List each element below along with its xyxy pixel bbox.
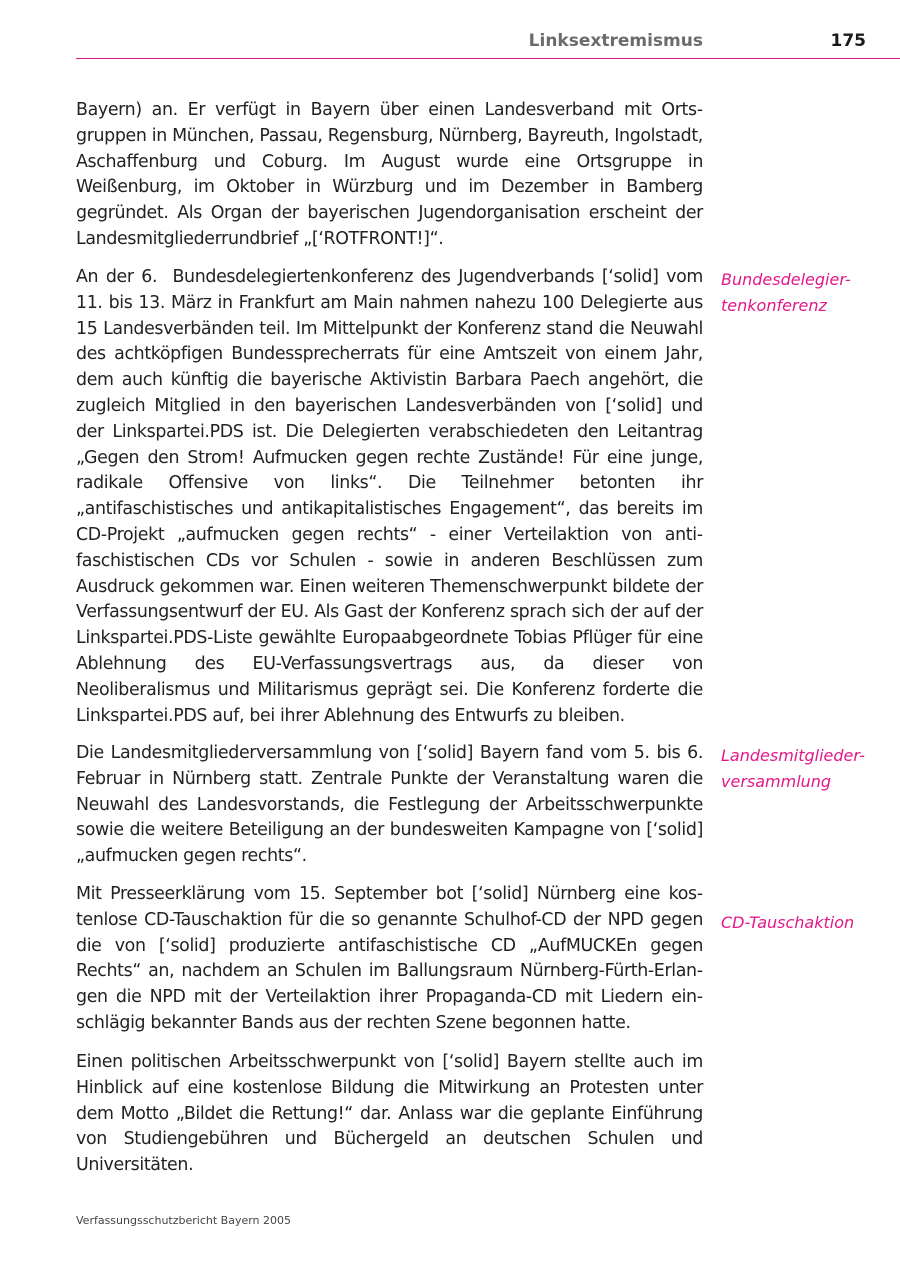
page-number: 175 — [830, 31, 866, 51]
margin-note-bundesdelegiertenkonferenz: Bundesdelegier- tenkonferenz — [721, 270, 851, 315]
body-paragraph-5: Einen politischen Arbeitsschwerpunkt von [‘solid] Bayern stellte auch im Hinblick auf eine kostenlose Bildung die Mitwirkung an Protesten unter dem Motto „Bildet die Rettung!“ dar. Anlass war die geplante Einführung von Studiengebühren und Büchergeld an deutschen Schulen und Universitäten. — [76, 1052, 703, 1176]
running-header-title: Linksextremismus — [528, 31, 703, 51]
page-footer: Verfassungsschutzbericht Bayern 2005 — [76, 1214, 292, 1227]
header-divider — [76, 58, 900, 59]
body-paragraph-1: Bayern) an. Er verfügt in Bayern über einen Landesverband mit Ortsgruppen in München, Passau, Regensburg, Nürnberg, Bayreuth, Ingolstadt, Aschaffenburg und Coburg. Im August wurde eine Ortsgruppe in Weißenburg, im Oktober in Würzburg und im Dezember in Bamberg gegründet. Als Organ der bayerischen Jugendorganisation erscheint der Landesmitgliederrundbrief „[‘ROTFRONT!]“. — [76, 100, 703, 249]
body-paragraph-2: An der 6. Bundesdelegiertenkonferenz des Jugendverbands [‘solid] vom 11. bis 13. März in Frankfurt am Main nahmen nahezu 100 Delegierte aus 15 Landesverbänden teil. Im Mittelpunkt der Konferenz stand die Neuwahl des achtköpfigen Bundessprecherrats für eine Amtszeit von einem Jahr, dem auch künftig die bayerische Aktivistin Barbara Paech angehört, die zugleich Mitglied in den bayerischen Landesverbänden von [‘solid] und der Linkspartei.PDS ist. Die Delegierten verabschiedeten den Leitantrag „Gegen den Strom! Aufmucken gegen rechte Zustände! Für eine junge, radikale Offensive von links“. Die Teilnehmer betonten ihr „antifaschistisches und antikapitalistisches Engagement“, das bereits im CD-Projekt „aufmucken gegen rechts“ - einer Verteilaktion von antifaschistischen CDs vor Schulen - sowie in anderen Beschlüssen zum Ausdruck gekommen war. Einen weiteren Themenschwerpunkt bildete der Verfassungsentwurf der EU. Als Gast der Konferenz sprach sich der auf der Linkspartei.PDS-Liste gewählte Europaabgeordnete Tobias Pflüger für eine Ablehnung des EU-Verfassungsvertrags aus, da dieser von Neoliberalismus und Militarismus geprägt sei. Die Konferenz forderte die Linkspartei.PDS auf, bei ihrer Ablehnung des Entwurfs zu bleiben. — [76, 267, 703, 726]
margin-note-landesmitgliederversammlung: Landesmitglieder- versammlung — [721, 746, 865, 791]
body-paragraph-4: Mit Presseerklärung vom 15. September bot [‘solid] Nürnberg eine kostenlose CD-Tauschaktion für die so genannte Schulhof-CD der NPD gegen die von [‘solid] produzierte antifaschistische CD „AufMUCKEn gegen Rechts“ an, nachdem an Schulen im Ballungsraum Nürnberg-Fürth-Erlangen die NPD mit der Verteilaktion ihrer Propaganda-CD mit Liedern einschlägig bekannter Bands aus der rechten Szene begonnen hatte. — [76, 884, 703, 1033]
margin-note-cd-tauschaktion: CD-Tauschaktion — [721, 913, 855, 932]
body-paragraph-3: Die Landesmitgliederversammlung von [‘solid] Bayern fand vom 5. bis 6. Februar in Nürnberg statt. Zentrale Punkte der Veranstaltung waren die Neuwahl des Landesvorstands, die Festlegung der Arbeitsschwerpunkte sowie die weitere Beteiligung an der bundesweiten Kampagne von [‘solid] „aufmucken gegen rechts“. — [76, 743, 703, 867]
